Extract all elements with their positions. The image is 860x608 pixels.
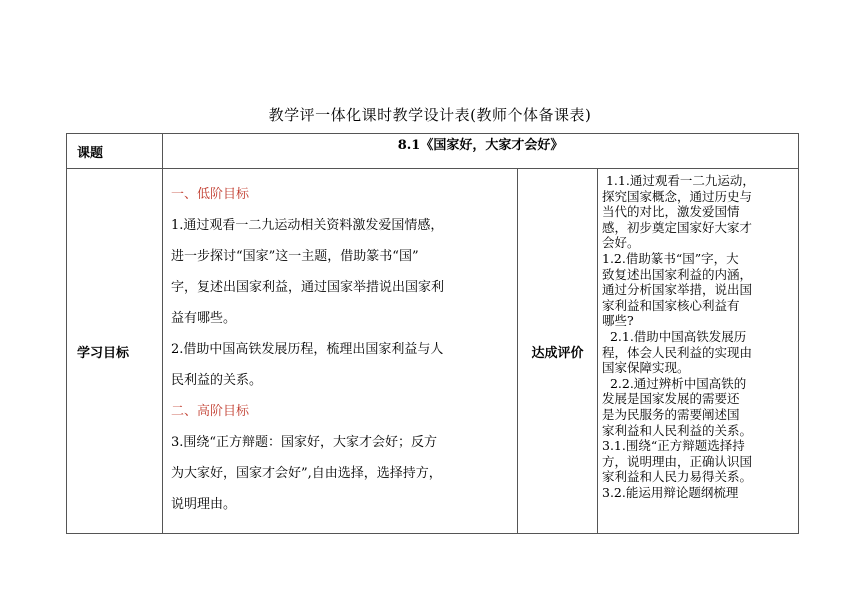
eval-line: 探究国家概念，通过历史与: [602, 188, 753, 204]
eval-line: 哪些?: [602, 313, 634, 329]
eval-line: 是为民服务的需要阐述国: [602, 406, 740, 422]
eval-line: 3.2.能运用辩论题纲梳理: [602, 484, 739, 500]
eval-line: 1.2.借助篆书“国”字，大: [602, 250, 739, 266]
goal-line: 进一步探讨“国家”这一主题，借助篆书“国”: [171, 249, 419, 264]
eval-line: 家利益和国家核心利益有: [602, 297, 740, 313]
objectives-label: 学习目标: [67, 169, 163, 534]
eval-line: 家利益和人民力易得关系。: [602, 469, 753, 485]
eval-line: 程，体会人民利益的实现由: [602, 344, 753, 360]
topic-row: [67, 134, 799, 169]
lesson-topic: 8.1《国家好，大家才会好》: [163, 134, 799, 169]
goal-line: 字，复述出国家利益，通过国家举措说出国家利: [171, 280, 445, 295]
lesson-plan-table: [66, 133, 799, 534]
objectives-row: [67, 169, 799, 534]
eval-line: 会好。: [602, 235, 640, 251]
eval-line: 方，说明理由，正确认识国: [602, 453, 753, 469]
goal-line: 说明理由。: [171, 497, 237, 512]
eval-line: 2.1.借助中国高铁发展历: [602, 328, 747, 344]
objectives-content: [163, 169, 518, 534]
eval-line: 当代的对比，激发爱国情: [602, 204, 740, 220]
eval-line: 1.1.通过观看一二九运动，: [602, 173, 755, 188]
eval-line: 通过分析国家举措，说出国: [602, 282, 753, 298]
goal-line: 1.通过观看一二九运动相关资料激发爱国情感，: [171, 218, 444, 233]
goal-line: 为大家好，国家才会好”,自由选择，选择持方，: [171, 466, 442, 481]
goal-line: 益有哪些。: [171, 311, 237, 326]
goal-line: 2.借助中国高铁发展历程，梳理出国家利益与人: [171, 342, 444, 357]
goal-line: 3.围绕“正方辩题：国家好，大家才会好；反方: [171, 435, 438, 450]
eval-line: 发展是国家发展的需要还: [602, 391, 740, 407]
eval-line: 3.1.围绕“正方辩题选择持: [602, 438, 745, 454]
eval-line: 家利益和人民利益的关系。: [602, 422, 753, 438]
high-level-goal-heading: 二、高阶目标: [171, 404, 250, 419]
eval-line: 国家保障实现。: [602, 360, 690, 376]
low-level-goal-heading: 一、低阶目标: [171, 187, 250, 202]
goal-line: 民利益的关系。: [171, 373, 263, 388]
eval-line: 致复述出国家利益的内涵，: [602, 266, 753, 282]
eval-line: 感，初步奠定国家好大家才: [602, 219, 753, 235]
evaluation-content: [598, 169, 799, 534]
eval-line: 2.2.通过辨析中国高铁的: [602, 375, 747, 391]
topic-label: 课题: [67, 134, 163, 169]
document-title: 教学评一体化课时教学设计表(教师个体备课表): [268, 106, 592, 124]
evaluation-label: 达成评价: [518, 169, 598, 534]
